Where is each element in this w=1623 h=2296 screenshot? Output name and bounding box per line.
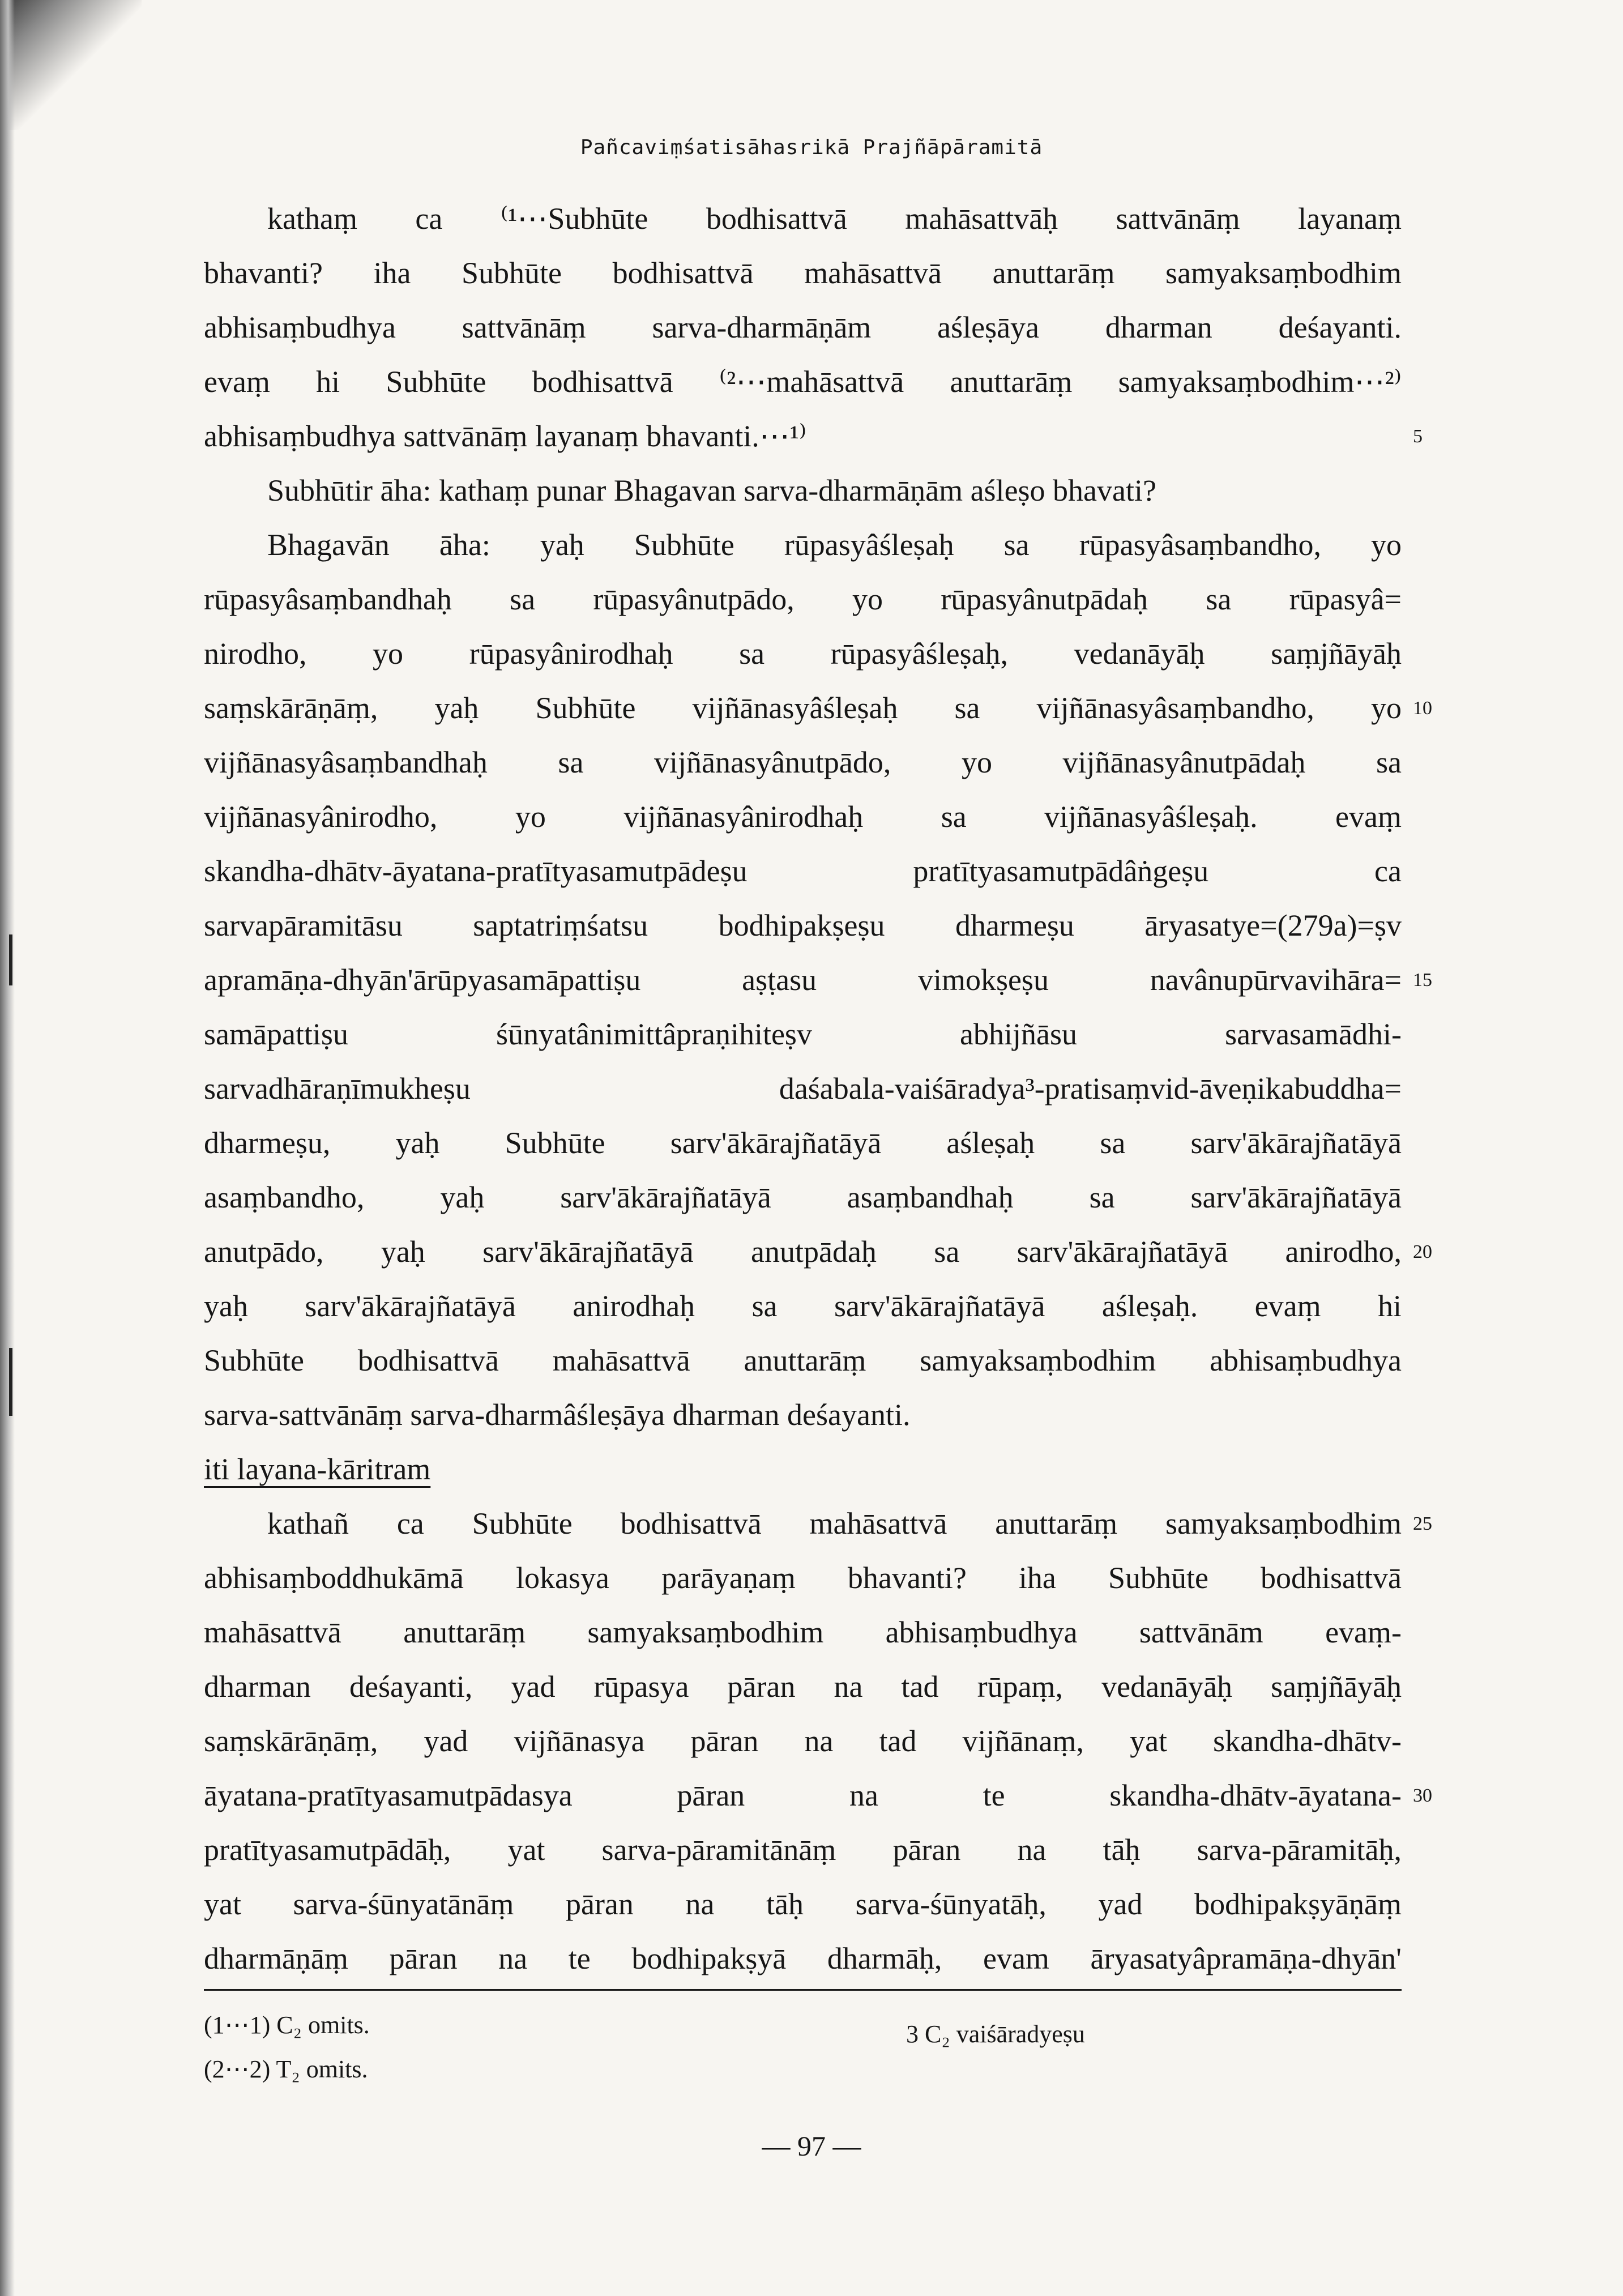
text-line: evaṃ hi Subhūte bodhisattvā ⁽²⋯mahāsattvā anuttarāṃ samyaksaṃbodhim⋯²⁾ bbox=[204, 365, 1402, 399]
footnote-1: (1⋯1) C₂ omits. bbox=[204, 2011, 370, 2039]
text-line: Subhūtir āha: kathaṃ punar Bhagavan sarva-dharmāṇām aśleṣo bhavati? bbox=[267, 473, 1156, 507]
line-number: 25 bbox=[1413, 1513, 1432, 1534]
footnote-3: 3 C₂ vaiśāradyeṣu bbox=[906, 2020, 1085, 2048]
text-line: sarva-sattvānāṃ sarva-dharmâśleṣāya dharman deśayanti. bbox=[204, 1398, 911, 1432]
text-line: Bhagavān āha: yaḥ Subhūte rūpasyâśleṣaḥ sa rūpasyâsaṃbandho, yo bbox=[267, 528, 1402, 562]
text-line: skandha-dhātv-āyatana-pratītyasamutpādeṣu pratītyasamutpādâṅgeṣu ca bbox=[204, 854, 1402, 888]
text-line: vijñānasyâsaṃbandhaḥ sa vijñānasyânutpādo, yo vijñānasyânutpādaḥ sa bbox=[204, 745, 1402, 779]
footnote-2: (2⋯2) T₂ omits. bbox=[204, 2055, 368, 2083]
text-line: abhisaṃboddhukāmā lokasya parāyaṇaṃ bhavanti? iha Subhūte bodhisattvā bbox=[204, 1561, 1402, 1595]
text-line: sarvapāramitāsu saptatriṃśatsu bodhipakṣeṣu dharmeṣu āryasatye=(279a)=ṣv bbox=[204, 908, 1402, 942]
text-line: dharmeṣu, yaḥ Subhūte sarv'ākārajñatāyā aśleṣaḥ sa sarv'ākārajñatāyā bbox=[204, 1126, 1402, 1160]
line-number: 5 bbox=[1413, 426, 1423, 447]
section-heading-text: iti layana-kāritram bbox=[204, 1452, 431, 1486]
text-line: saṃskārāṇāṃ, yaḥ Subhūte vijñānasyâśleṣaḥ sa vijñānasyâsaṃbandho, yo bbox=[204, 691, 1402, 725]
text-line: rūpasyâsaṃbandhaḥ sa rūpasyânutpādo, yo rūpasyânutpādaḥ sa rūpasyâ= bbox=[204, 582, 1402, 616]
text-line: sarvadhāraṇīmukheṣu daśabala-vaiśāradya³-pratisaṃvid-āveṇikabuddha= bbox=[204, 1072, 1402, 1106]
text-line: āyatana-pratītyasamutpādasya pāran na te skandha-dhātv-āyatana- bbox=[204, 1778, 1402, 1812]
text-line: kathaṃ ca ⁽¹⋯Subhūte bodhisattvā mahāsattvāḥ sattvānāṃ layanaṃ bbox=[267, 202, 1402, 236]
text-line: vijñānasyânirodho, yo vijñānasyânirodhaḥ sa vijñānasyâśleṣaḥ. evaṃ bbox=[204, 800, 1402, 834]
text-line: apramāṇa-dhyān'ārūpyasamāpattiṣu aṣṭasu vimokṣeṣu navânupūrvavihāra= bbox=[204, 963, 1402, 997]
text-line: dharman deśayanti, yad rūpasya pāran na tad rūpaṃ, vedanāyāḥ saṃjñāyāḥ bbox=[204, 1670, 1402, 1704]
page-number: — 97 — bbox=[762, 2130, 861, 2162]
line-number: 20 bbox=[1413, 1241, 1432, 1262]
text-line: abhisaṃbudhya sattvānāṃ layanaṃ bhavanti.⋯¹⁾ bbox=[204, 419, 807, 453]
footnote-rule bbox=[204, 1989, 1402, 1991]
scan-mark bbox=[9, 934, 12, 985]
text-line: bhavanti? iha Subhūte bodhisattvā mahāsattvā anuttarāṃ samyaksaṃbodhim bbox=[204, 256, 1402, 290]
text-line: Subhūte bodhisattvā mahāsattvā anuttarāṃ samyaksaṃbodhim abhisaṃbudhya bbox=[204, 1343, 1402, 1377]
text-line: kathañ ca Subhūte bodhisattvā mahāsattvā anuttarāṃ samyaksaṃbodhim bbox=[267, 1507, 1402, 1540]
scan-mark bbox=[9, 1348, 12, 1416]
running-header: Pañcaviṃśatisāhasrikā Prajñāpāramitā bbox=[580, 136, 1043, 159]
line-number: 15 bbox=[1413, 970, 1432, 991]
text-line: yaḥ sarv'ākārajñatāyā anirodhaḥ sa sarv'ākārajñatāyā aśleṣaḥ. evaṃ hi bbox=[204, 1289, 1402, 1323]
text-line: dharmāṇāṃ pāran na te bodhipakṣyā dharmāḥ, evam āryasatyâpramāṇa-dhyān' bbox=[204, 1941, 1402, 1975]
text-line: nirodho, yo rūpasyânirodhaḥ sa rūpasyâśleṣaḥ, vedanāyāḥ saṃjñāyāḥ bbox=[204, 637, 1402, 671]
text-line: samāpattiṣu śūnyatânimittâpraṇihiteṣv abhijñāsu sarvasamādhi- bbox=[204, 1017, 1402, 1051]
body-text bbox=[204, 191, 1402, 1986]
text-line: yat sarva-śūnyatānāṃ pāran na tāḥ sarva-śūnyatāḥ, yad bodhipakṣyāṇāṃ bbox=[204, 1887, 1402, 1921]
text-line: mahāsattvā anuttarāṃ samyaksaṃbodhim abhisaṃbudhya sattvānām evaṃ- bbox=[204, 1615, 1402, 1649]
scan-corner-shadow bbox=[0, 0, 142, 130]
text-line: saṃskārāṇāṃ, yad vijñānasya pāran na tad vijñānaṃ, yat skandha-dhātv- bbox=[204, 1724, 1402, 1758]
line-number: 10 bbox=[1413, 698, 1432, 719]
text-line: pratītyasamutpādāḥ, yat sarva-pāramitānāṃ pāran na tāḥ sarva-pāramitāḥ, bbox=[204, 1833, 1402, 1867]
text-line: asaṃbandho, yaḥ sarv'ākārajñatāyā asaṃbandhaḥ sa sarv'ākārajñatāyā bbox=[204, 1180, 1402, 1214]
section-heading bbox=[204, 1442, 1402, 1496]
scan-edge-shadow bbox=[0, 0, 15, 2296]
text-line: abhisaṃbudhya sattvānāṃ sarva-dharmāṇām aśleṣāya dharman deśayanti. bbox=[204, 310, 1402, 344]
text-line: anutpādo, yaḥ sarv'ākārajñatāyā anutpādaḥ sa sarv'ākārajñatāyā anirodho, bbox=[204, 1235, 1402, 1269]
line-number: 30 bbox=[1413, 1785, 1432, 1806]
